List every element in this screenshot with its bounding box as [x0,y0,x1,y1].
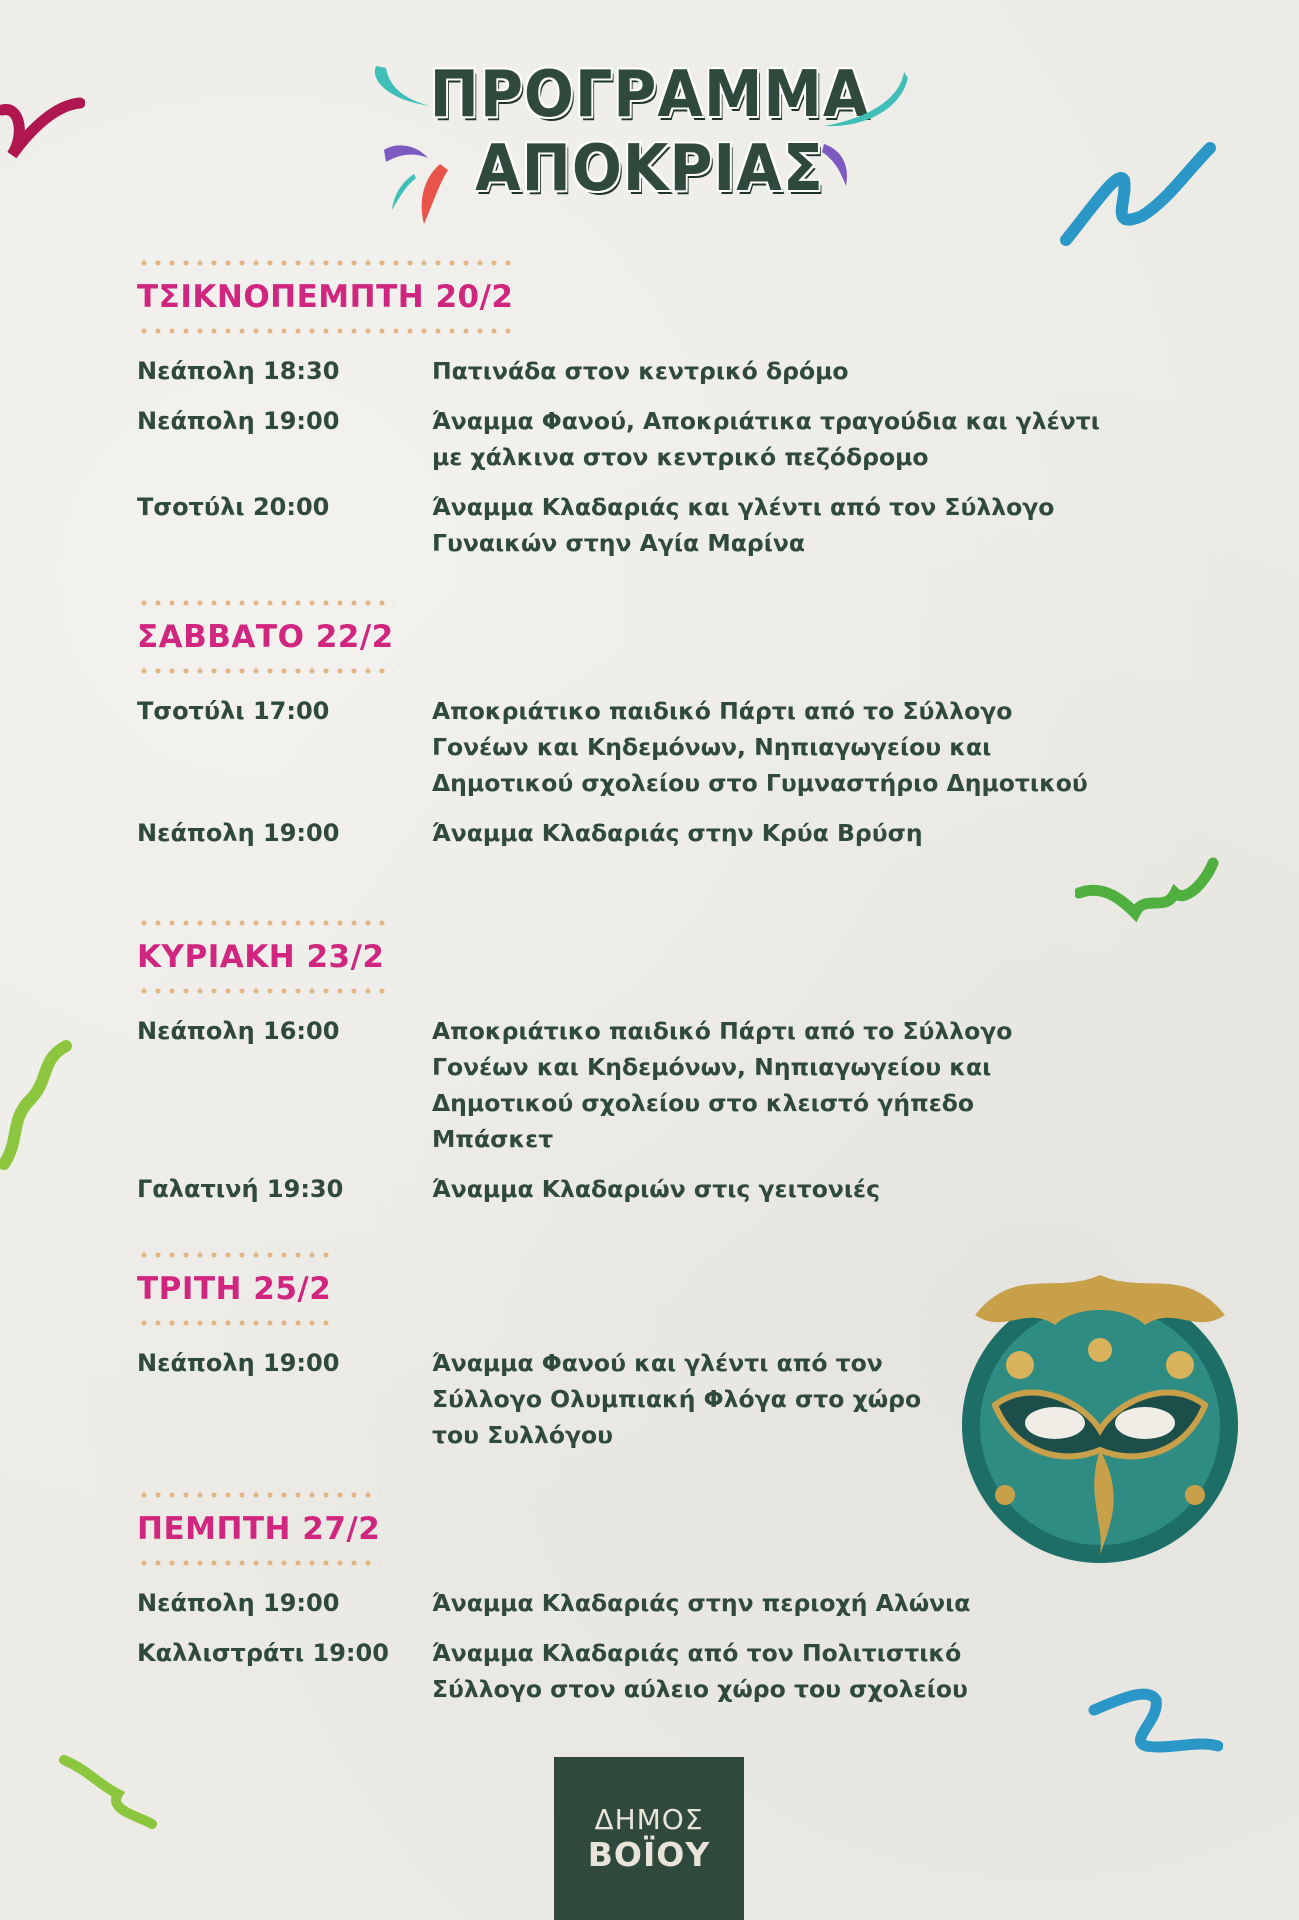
event-row [137,815,1137,851]
logo-line-1: ΔΗΜΟΣ [594,1802,704,1836]
event-row [137,1585,1137,1621]
day-section-tsiknopempti [137,259,1137,561]
event-description: Πατινάδα στον κεντρικό δρόμο [432,357,849,385]
event-description: Άναμμα Κλαδαριών στις γειτονιές [432,1175,881,1203]
day-title [137,1251,331,1327]
event-description: Άναμμα Κλαδαριάς στην περιοχή Αλώνια [432,1589,971,1617]
dots-divider [137,1491,380,1499]
ribbon-icon [0,95,85,170]
event-place-time: Καλλιστράτι 19:00 [137,1639,389,1667]
event-description: Άναμμα Κλαδαριάς από τον Πολιτιστικό Σύλλογο στον αύλειο χώρο του σχολείου [432,1639,968,1703]
dots-divider [137,919,385,927]
day-section-savvato [137,599,1137,851]
title-line-2: ΑΠΟΚΡΙΑΣ [475,132,824,206]
event-row [137,1635,1137,1707]
day-section-kyriaki [137,919,1137,1207]
day-section-pempti [137,1491,1137,1707]
dots-divider [137,327,514,335]
day-title [137,259,514,335]
event-row [137,353,1137,389]
purple-swirl-icon [818,140,858,190]
event-row [137,693,1137,801]
day-title-text: ΤΡΙΤΗ 25/2 [137,1271,332,1307]
event-place-time: Γαλατινή 19:30 [137,1175,344,1203]
dots-divider [137,599,394,607]
event-description: Άναμμα Φανού, Αποκριάτικα τραγούδια και γλέντι με χάλκινα στον κεντρικό πεζόδρομο [432,407,1100,471]
ribbon-icon [1058,140,1218,250]
teal-swirl-icon [368,60,438,120]
day-title-text: ΚΥΡΙΑΚΗ 23/2 [137,939,385,975]
event-row [137,403,1137,475]
event-row [137,1013,1137,1157]
event-description: Άναμμα Κλαδαριάς στην Κρύα Βρύση [432,819,923,847]
event-place-time: Νεάπολη 16:00 [137,1017,340,1045]
event-place-time: Τσοτύλι 17:00 [137,697,330,725]
day-title [137,919,385,995]
dots-divider [137,1559,380,1567]
event-place-time: Νεάπολη 19:00 [137,1349,340,1377]
day-title-text: ΣΑΒΒΑΤΟ 22/2 [137,619,394,655]
event-place-time: Νεάπολη 19:00 [137,1589,340,1617]
ribbon-icon [58,1750,158,1830]
dots-divider [137,1251,331,1259]
event-place-time: Νεάπολη 19:00 [137,819,340,847]
event-description: Αποκριάτικο παιδικό Πάρτι από το Σύλλογο Γονέων και Κηδεμόνων, Νηπιαγωγείου και Δημοτικού σχολείου στο κλειστό γήπεδο Μπάσκετ [432,1017,1013,1153]
day-section-triti [137,1251,1137,1453]
ribbon-icon [0,1040,75,1170]
red-swirl-icon [412,162,452,228]
day-title-text: ΤΣΙΚΝΟΠΕΜΠΤΗ 20/2 [137,279,514,315]
event-description: Άναμμα Κλαδαριάς και γλέντι από τον Σύλλογο Γυναικών στην Αγία Μαρίνα [432,493,1055,557]
day-title [137,599,394,675]
municipality-logo [554,1757,744,1920]
dots-divider [137,1319,331,1327]
event-place-time: Τσοτύλι 20:00 [137,493,330,521]
event-row [137,1171,1137,1207]
logo-line-2: ΒΟΪΟΥ [587,1834,711,1874]
event-description: Άναμμα Φανού και γλέντι από τον Σύλλογο Ολυμπιακή Φλόγα στο χώρο του Συλλόγου [432,1349,922,1449]
title-line-1: ΠΡΟΓΡΑΜΜΑ [429,58,870,132]
dots-divider [137,987,385,995]
dots-divider [137,667,394,675]
dots-divider [137,259,514,267]
event-row [137,1345,1137,1453]
event-place-time: Νεάπολη 19:00 [137,407,340,435]
teal-swirl-icon [820,68,910,138]
day-title [137,1491,380,1567]
event-row [137,489,1137,561]
teal-swirl-icon [388,172,418,212]
event-description: Αποκριάτικο παιδικό Πάρτι από το Σύλλογο Γονέων και Κηδεμόνων, Νηπιαγωγείου και Δημοτικού σχολείου στο Γυμναστήριο Δημοτικού [432,697,1088,797]
day-title-text: ΠΕΜΠΤΗ 27/2 [137,1511,381,1547]
event-place-time: Νεάπολη 18:30 [137,357,340,385]
